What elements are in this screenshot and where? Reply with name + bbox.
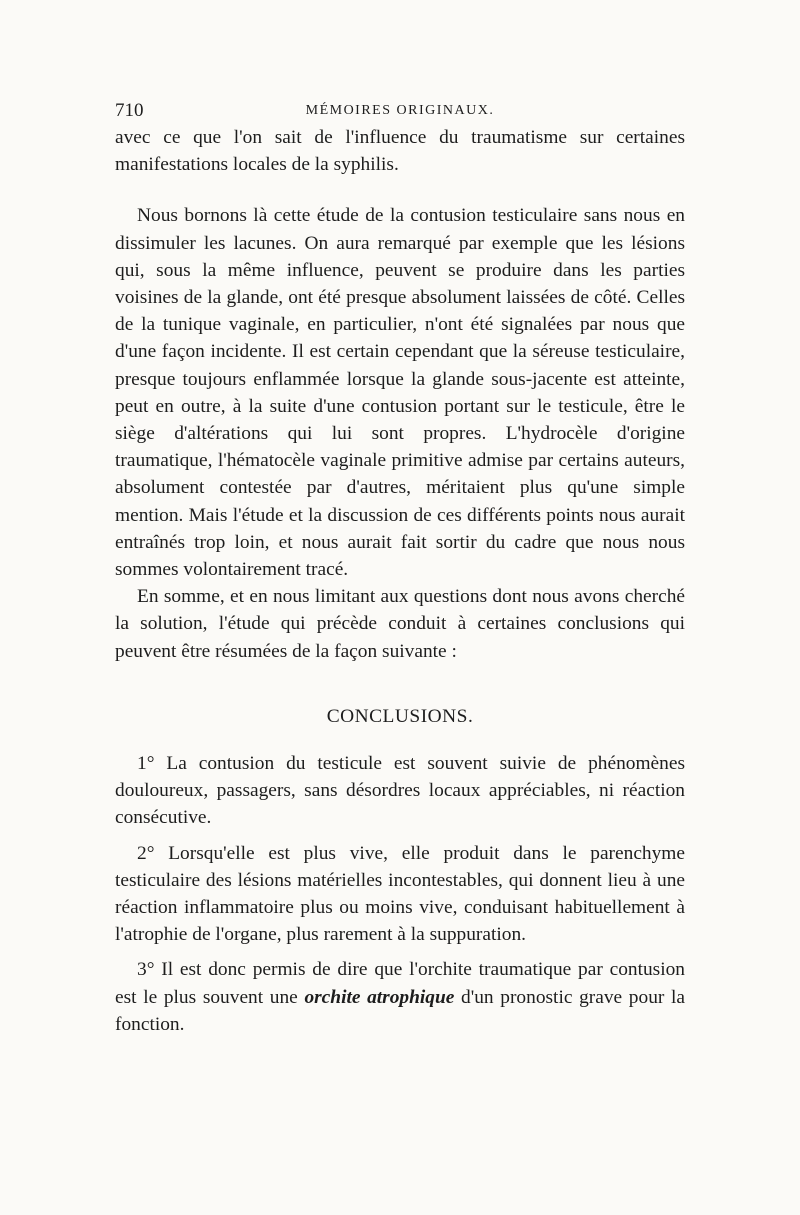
book-page — [115, 98, 685, 1046]
conclusion-3-text-after: d'un pronostic grave pour la fonction. — [115, 986, 685, 1035]
page-number: 710 — [115, 100, 144, 121]
paragraph-summary-intro: En somme, et en nous limitant aux questions dont nous avons cherché la solution, l'étude qui précède conduit à certaines conclusions qui peuvent être résumées de la façon suivante : — [115, 586, 685, 662]
conclusion-3-emphasis: orchite atrophique — [304, 986, 455, 1008]
conclusion-2: 2° Lorsqu'elle est plus vive, elle produit dans le parenchyme testiculaire des lésions matérielles incontestables, qui donnent lieu à une réaction inflammatoire plus ou moins vive, conduisant habituellement à l'atrophie de l'organe, plus rarement à la suppuration. — [115, 842, 685, 946]
conclusion-3-text-before: 3° Il est donc permis de dire que l'orchite traumatique par contusion est le plus souvent une — [115, 959, 685, 1008]
conclusion-3 — [115, 956, 685, 1038]
paragraph-limitations: Nous bornons là cette étude de la contusion testiculaire sans nous en dissimuler les lacunes. On aura remarqué par exemple que les lésions qui, sous la même influence, peuvent se produire dans les parties voisines de la glande, ont été presque absolument laissées de côté. Celles de la tunique vaginale, en particulier, n'ont été signalées par nous que d'une façon incidente. Il est certain cependant que la séreuse testiculaire, presque toujours enflammée lorsque la glande sous-jacente est atteinte, peut en outre, à la suite d'une contusion portant sur le testicule, être le siège d'altérations qui lui sont propres. L'hydrocèle d'origine traumatique, l'hématocèle vaginale primitive admise par certains auteurs, absolument contestée par d'autres, méritaient plus qu'une simple mention. Mais l'étude et la discussion de ces différents points nous aurait entraînés trop loin, et nous aurait fait sortir du cadre que nous nous sommes volontairement tracé. — [115, 205, 685, 581]
page-header — [115, 98, 685, 124]
conclusion-1: 1° La contusion du testicule est souvent suivie de phénomènes douloureux, passagers, sans désordres locaux appréciables, ni réaction consécutive. — [115, 753, 685, 829]
running-title: MÉMOIRES ORIGINAUX. — [305, 103, 495, 118]
page-body — [115, 124, 685, 1038]
paragraph-continuation: avec ce que l'on sait de l'influence du traumatisme sur certaines manifestations locales de la syphilis. — [115, 127, 685, 176]
section-title: CONCLUSIONS. — [326, 705, 474, 727]
